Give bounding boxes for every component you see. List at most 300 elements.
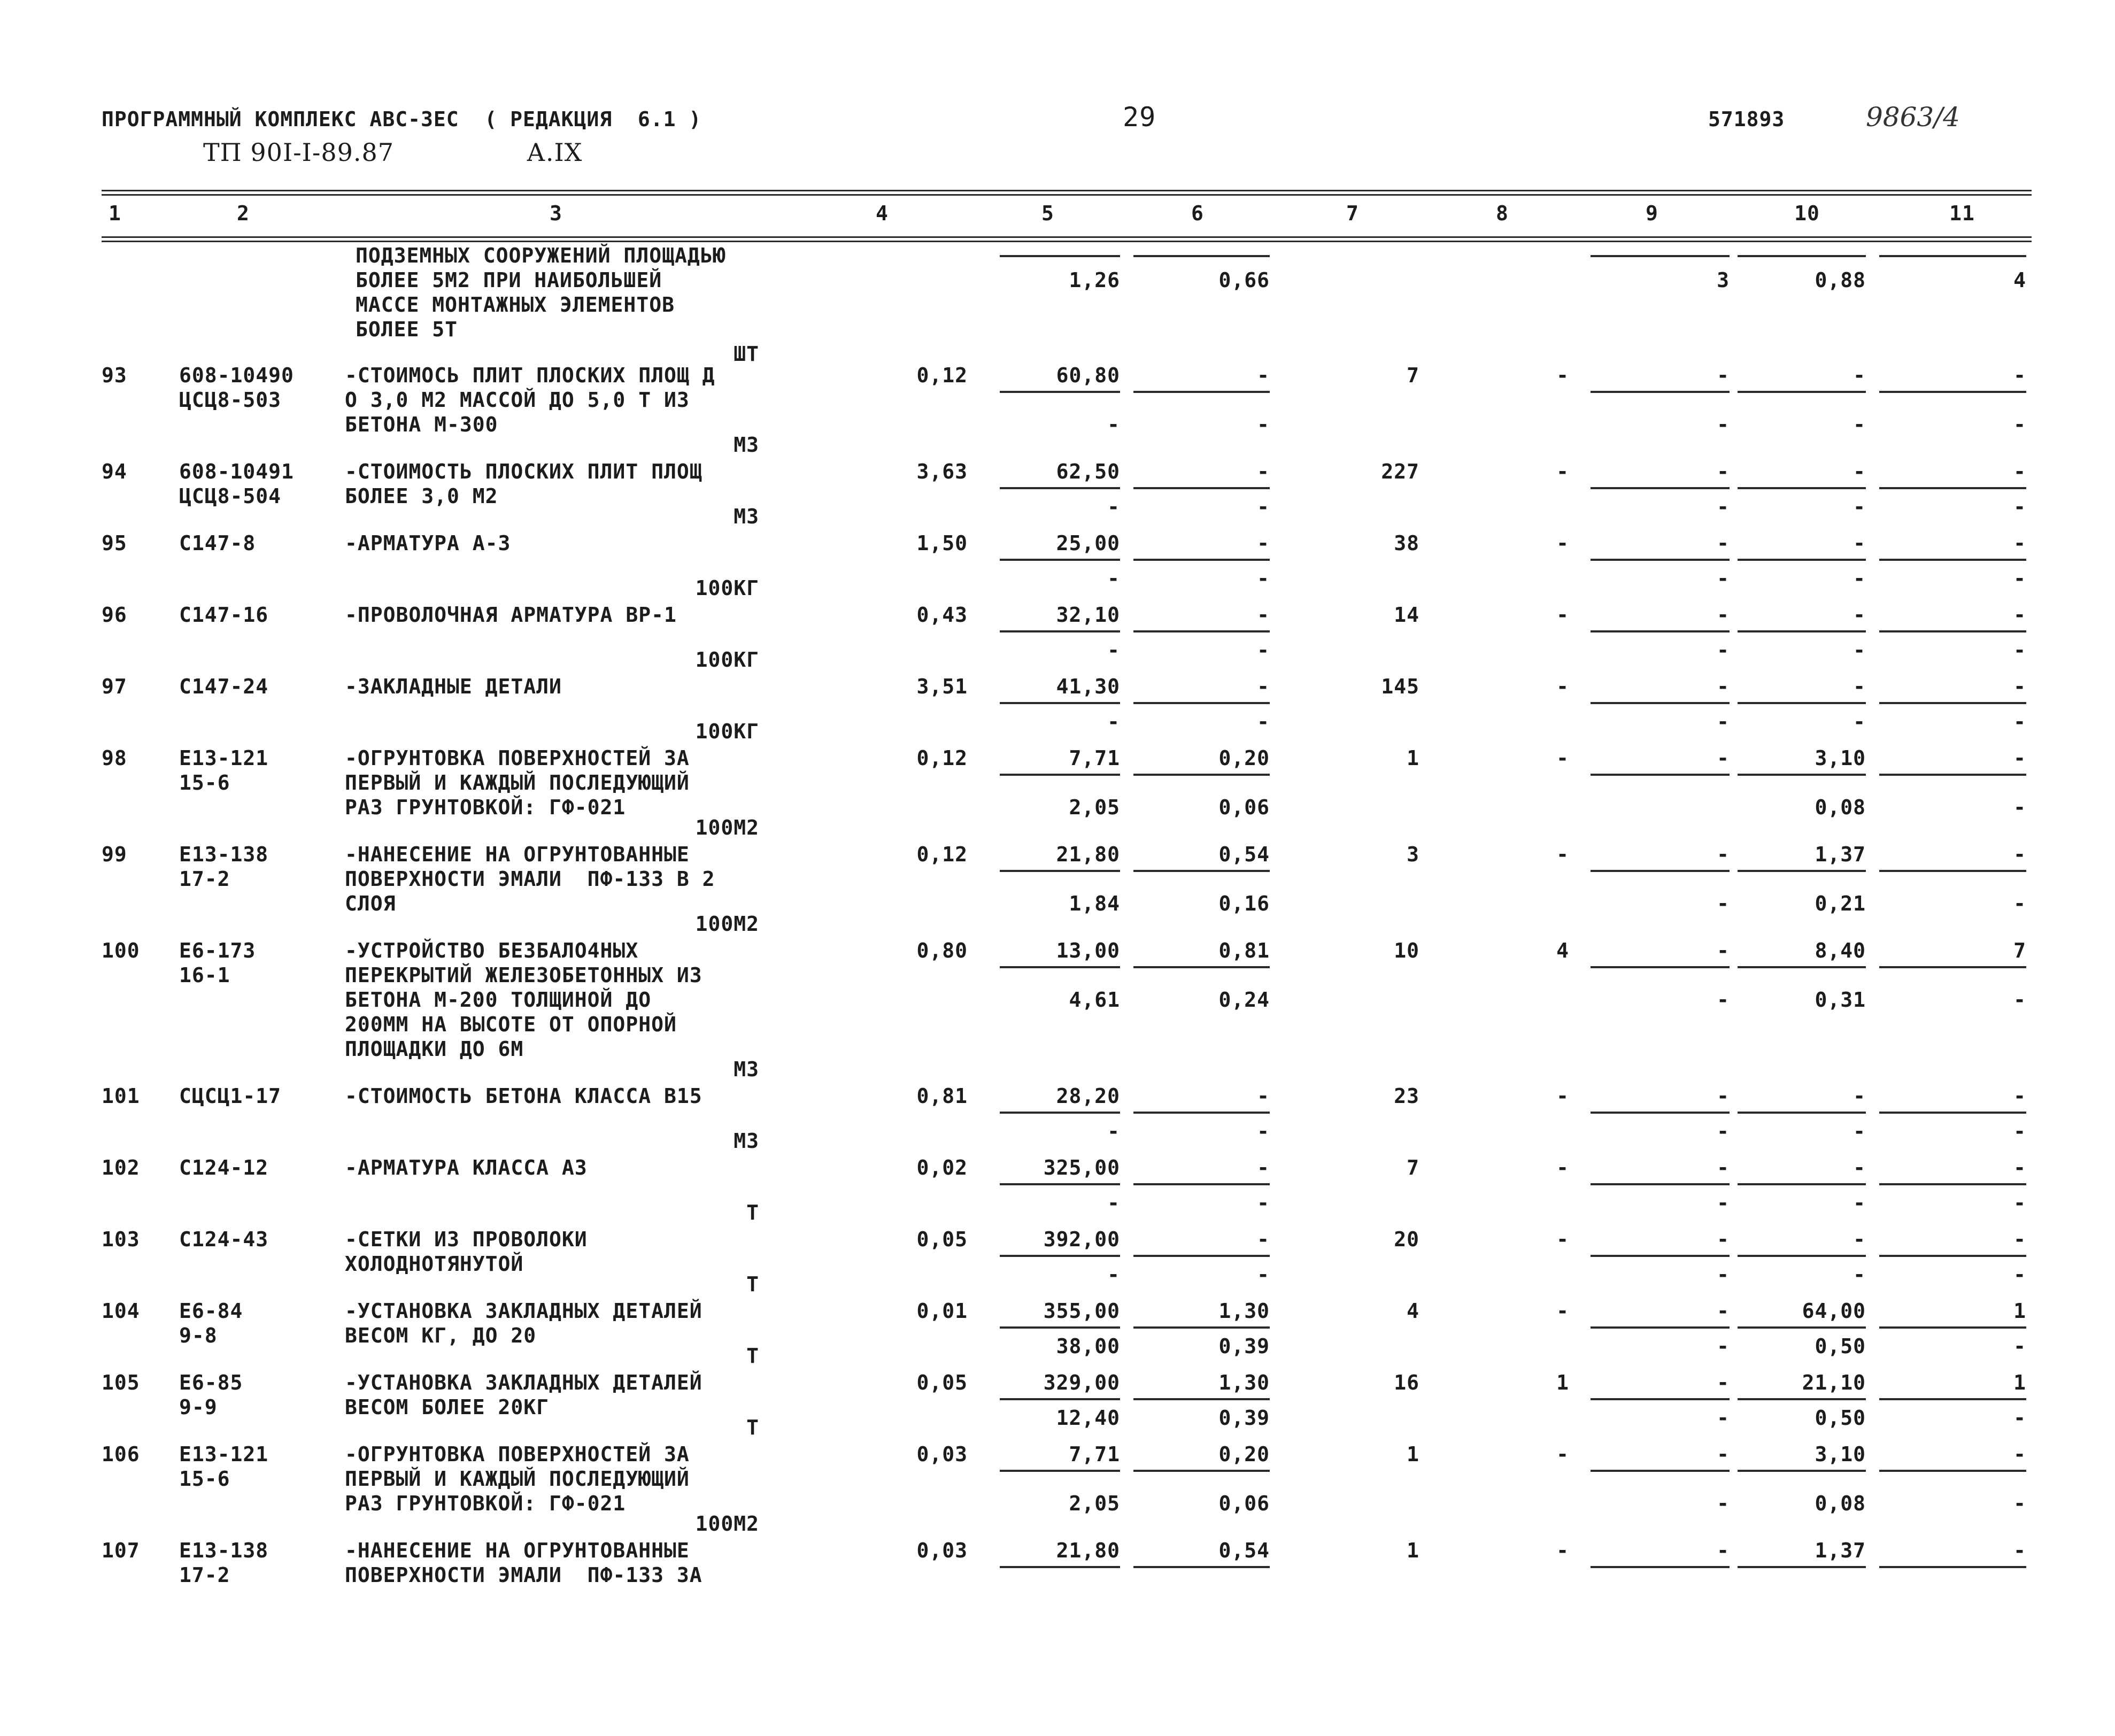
value-rule xyxy=(1000,559,1120,561)
row-col4: 0,80 xyxy=(916,939,968,962)
row-col7: 23 xyxy=(1394,1084,1419,1108)
row-code: Е6-173 xyxy=(179,939,256,962)
row-col5: 392,00 xyxy=(1043,1228,1120,1251)
row-number: 104 xyxy=(102,1299,140,1323)
value-rule xyxy=(1738,1398,1866,1400)
value-rule xyxy=(1000,1255,1120,1257)
unit-label: М3 xyxy=(734,1129,759,1153)
row-col9: - xyxy=(1717,460,1730,483)
row-number: 95 xyxy=(102,531,127,555)
value-rule xyxy=(1133,1326,1270,1329)
page-number: 29 xyxy=(1123,102,1156,133)
row-col6-secondary: 0,39 xyxy=(1218,1406,1270,1430)
row-code: Е13-138 xyxy=(179,843,269,866)
header-rule-bottom xyxy=(102,236,2032,238)
column-number: 11 xyxy=(1949,202,1975,225)
row-col7: 1 xyxy=(1407,746,1419,770)
row-col7: 14 xyxy=(1394,603,1419,627)
row-col10-secondary: - xyxy=(1853,638,1866,662)
row-code: Е6-85 xyxy=(179,1371,243,1394)
row-description-line: -НАНЕСЕНИЕ НА ОГРУНТОВАННЫЕ xyxy=(345,843,690,866)
row-col11-secondary: - xyxy=(2013,1120,2026,1143)
carryover-col6: 0,66 xyxy=(1218,268,1270,292)
row-col10-secondary: - xyxy=(1853,1263,1866,1286)
row-col5-secondary: - xyxy=(1107,567,1120,590)
unit-label: 100М2 xyxy=(695,912,759,936)
album-label: А.IX xyxy=(527,138,583,167)
value-rule xyxy=(1591,487,1730,489)
value-rule xyxy=(1000,487,1120,489)
row-description-line: -СЕТКИ ИЗ ПРОВОЛОКИ xyxy=(345,1228,588,1251)
value-rule xyxy=(1133,630,1270,632)
row-col7: 20 xyxy=(1394,1228,1419,1251)
row-col10-secondary: - xyxy=(1853,413,1866,436)
value-rule xyxy=(1000,1566,1120,1568)
row-col6-secondary: - xyxy=(1257,1120,1270,1143)
value-rule xyxy=(1738,391,1866,393)
row-col9-secondary: - xyxy=(1717,1406,1730,1430)
row-col9-secondary: - xyxy=(1717,1263,1730,1286)
row-col6: - xyxy=(1257,675,1270,698)
row-code: СЦСЦ1-17 xyxy=(179,1084,282,1108)
row-code-secondary: 15-6 xyxy=(179,771,230,794)
unit-label: М3 xyxy=(734,1058,759,1081)
row-code-secondary: ЦСЦ8-503 xyxy=(179,388,282,412)
value-rule xyxy=(1879,1566,2026,1568)
value-rule xyxy=(1879,1470,2026,1472)
row-description-line: -ЗАКЛАДНЫЕ ДЕТАЛИ xyxy=(345,675,562,698)
row-code: С147-16 xyxy=(179,603,269,627)
value-rule xyxy=(1738,1470,1866,1472)
value-rule xyxy=(1000,255,1120,257)
unit-label: Т xyxy=(746,1272,759,1296)
row-col7: 1 xyxy=(1407,1539,1419,1562)
row-col9-secondary: - xyxy=(1717,495,1730,519)
row-col11-secondary: - xyxy=(2013,796,2026,819)
row-code: Е13-121 xyxy=(179,1442,269,1466)
row-description-line: -ПРОВОЛОЧНАЯ АРМАТУРА ВР-1 xyxy=(345,603,677,627)
carryover-col10: 0,88 xyxy=(1815,268,1866,292)
unit-label: Т xyxy=(746,1201,759,1224)
unit-label: 100М2 xyxy=(695,1512,759,1536)
row-col5: 7,71 xyxy=(1069,746,1120,770)
value-rule xyxy=(1000,1112,1120,1114)
row-col11: - xyxy=(2013,675,2026,698)
program-title: ПРОГРАММНЫЙ КОМПЛЕКС АВС-3ЕС ( РЕДАКЦИЯ 6.1 ) xyxy=(102,107,702,131)
row-col5: 7,71 xyxy=(1069,1442,1120,1466)
row-col5-secondary: - xyxy=(1107,1191,1120,1215)
row-col7: 16 xyxy=(1394,1371,1419,1394)
row-col8: - xyxy=(1556,1228,1569,1251)
row-code: С147-24 xyxy=(179,675,269,698)
row-description-line: -СТОИМОСТЬ ПЛОСКИХ ПЛИТ ПЛОЩ xyxy=(345,460,703,483)
value-rule xyxy=(1738,1566,1866,1568)
row-col10: 8,40 xyxy=(1815,939,1866,962)
row-col8: - xyxy=(1556,843,1569,866)
row-col11-secondary: - xyxy=(2013,1334,2026,1358)
row-col10: - xyxy=(1853,675,1866,698)
row-col4: 0,43 xyxy=(916,603,968,627)
row-col5: 329,00 xyxy=(1043,1371,1120,1394)
value-rule xyxy=(1879,391,2026,393)
row-description-line: 200ММ НА ВЫСОТЕ ОТ ОПОРНОЙ xyxy=(345,1013,677,1036)
value-rule xyxy=(1738,487,1866,489)
row-col5-secondary: - xyxy=(1107,413,1120,436)
row-col8: - xyxy=(1556,603,1569,627)
value-rule xyxy=(1879,1326,2026,1329)
value-rule xyxy=(1000,774,1120,776)
row-code: 608-10490 xyxy=(179,364,294,387)
column-number: 3 xyxy=(550,202,562,225)
row-col11-secondary: - xyxy=(2013,495,2026,519)
row-description-line: ПЕРВЫЙ И КАЖДЫЙ ПОСЛЕДУЮЩИЙ xyxy=(345,771,690,794)
value-rule xyxy=(1133,966,1270,968)
row-col6: - xyxy=(1257,603,1270,627)
row-col5-secondary: - xyxy=(1107,1120,1120,1143)
row-col9: - xyxy=(1717,939,1730,962)
value-rule xyxy=(1879,870,2026,872)
value-rule xyxy=(1879,1112,2026,1114)
row-col6-secondary: - xyxy=(1257,495,1270,519)
row-description-line: ПЕРВЫЙ И КАЖДЫЙ ПОСЛЕДУЮЩИЙ xyxy=(345,1467,690,1491)
row-code: 608-10491 xyxy=(179,460,294,483)
row-description-line: БЕТОНА М-300 xyxy=(345,413,498,436)
row-description-line: -ОГРУНТОВКА ПОВЕРХНОСТЕЙ ЗА xyxy=(345,746,690,770)
value-rule xyxy=(1000,391,1120,393)
row-col6-secondary: 0,24 xyxy=(1218,988,1270,1012)
row-col10: 1,37 xyxy=(1815,843,1866,866)
row-col4: 0,12 xyxy=(916,364,968,387)
row-col5-secondary: 2,05 xyxy=(1069,796,1120,819)
row-col6-secondary: - xyxy=(1257,710,1270,734)
row-number: 103 xyxy=(102,1228,140,1251)
row-number: 94 xyxy=(102,460,127,483)
row-col11-secondary: - xyxy=(2013,892,2026,915)
value-rule xyxy=(1591,1183,1730,1185)
row-number: 106 xyxy=(102,1442,140,1466)
row-col5-secondary: 38,00 xyxy=(1056,1334,1120,1358)
row-col5: 325,00 xyxy=(1043,1156,1120,1179)
row-col4: 0,02 xyxy=(916,1156,968,1179)
value-rule xyxy=(1738,870,1866,872)
value-rule xyxy=(1591,630,1730,632)
column-number: 10 xyxy=(1794,202,1820,225)
row-col9: - xyxy=(1717,843,1730,866)
row-code-secondary: 9-8 xyxy=(179,1324,218,1347)
value-rule xyxy=(1133,255,1270,257)
unit-label: ШТ xyxy=(734,342,759,366)
unit-label: Т xyxy=(746,1416,759,1439)
row-col11: 7 xyxy=(2013,939,2026,962)
row-col6: - xyxy=(1257,1228,1270,1251)
row-code: С124-43 xyxy=(179,1228,269,1251)
row-col10: - xyxy=(1853,1084,1866,1108)
row-col6-secondary: 0,16 xyxy=(1218,892,1270,915)
row-description-line: ПЕРЕКРЫТИЙ ЖЕЛЕЗОБЕТОННЫХ ИЗ xyxy=(345,963,703,987)
document-code: 571893 xyxy=(1708,107,1785,131)
unit-label: 100М2 xyxy=(695,816,759,839)
row-col8: - xyxy=(1556,364,1569,387)
column-number: 8 xyxy=(1496,202,1509,225)
row-description-line: О 3,0 М2 МАССОЙ ДО 5,0 Т ИЗ xyxy=(345,388,690,412)
row-col7: 7 xyxy=(1407,364,1419,387)
row-col6-secondary: - xyxy=(1257,413,1270,436)
value-rule xyxy=(1591,255,1730,257)
row-col7: 7 xyxy=(1407,1156,1419,1179)
row-col5: 21,80 xyxy=(1056,1539,1120,1562)
row-col6-secondary: 0,06 xyxy=(1218,1492,1270,1515)
row-description-line: -УСТАНОВКА ЗАКЛАДНЫХ ДЕТАЛЕЙ xyxy=(345,1299,703,1323)
value-rule xyxy=(1879,1255,2026,1257)
row-number: 97 xyxy=(102,675,127,698)
value-rule xyxy=(1133,1112,1270,1114)
value-rule xyxy=(1133,487,1270,489)
row-col11-secondary: - xyxy=(2013,1492,2026,1515)
row-description-line: ПЛОЩАДКИ ДО 6М xyxy=(345,1037,524,1061)
row-col11: - xyxy=(2013,1442,2026,1466)
row-code-secondary: 16-1 xyxy=(179,963,230,987)
row-number: 93 xyxy=(102,364,127,387)
row-col8: - xyxy=(1556,1299,1569,1323)
row-col11: - xyxy=(2013,1084,2026,1108)
value-rule xyxy=(1879,559,2026,561)
value-rule xyxy=(1591,870,1730,872)
carryover-col9: 3 xyxy=(1717,268,1730,292)
row-col11: - xyxy=(2013,364,2026,387)
value-rule xyxy=(1591,1398,1730,1400)
value-rule xyxy=(1133,391,1270,393)
row-description-line: ПОВЕРХНОСТИ ЭМАЛИ ПФ-133 В 2 xyxy=(345,867,715,891)
value-rule xyxy=(1738,1183,1866,1185)
value-rule xyxy=(1738,702,1866,704)
row-col11: - xyxy=(2013,1539,2026,1562)
row-description-line: -СТОИМОСЬ ПЛИТ ПЛОСКИХ ПЛОЩ Д xyxy=(345,364,715,387)
row-col9: - xyxy=(1717,746,1730,770)
row-col8: 1 xyxy=(1556,1371,1569,1394)
row-description-line: ВЕСОМ БОЛЕЕ 20КГ xyxy=(345,1395,550,1419)
row-col10: 3,10 xyxy=(1815,746,1866,770)
row-col8: - xyxy=(1556,531,1569,555)
row-col8: - xyxy=(1556,460,1569,483)
row-col6: 0,81 xyxy=(1218,939,1270,962)
row-col9-secondary: - xyxy=(1717,1191,1730,1215)
row-col10: 64,00 xyxy=(1802,1299,1866,1323)
row-col5-secondary: 12,40 xyxy=(1056,1406,1120,1430)
row-col6-secondary: - xyxy=(1257,638,1270,662)
value-rule xyxy=(1591,1326,1730,1329)
value-rule xyxy=(1879,1183,2026,1185)
row-col9: - xyxy=(1717,675,1730,698)
row-col6-secondary: 0,39 xyxy=(1218,1334,1270,1358)
value-rule xyxy=(1000,1398,1120,1400)
row-col6-secondary: 0,06 xyxy=(1218,796,1270,819)
row-col10: 1,37 xyxy=(1815,1539,1866,1562)
value-rule xyxy=(1133,1183,1270,1185)
row-col9-secondary: - xyxy=(1717,1334,1730,1358)
value-rule xyxy=(1591,559,1730,561)
row-col4: 3,63 xyxy=(916,460,968,483)
row-description-line: БОЛЕЕ 3,0 М2 xyxy=(345,484,498,508)
value-rule xyxy=(1879,630,2026,632)
value-rule xyxy=(1000,1326,1120,1329)
unit-label: М3 xyxy=(734,433,759,457)
row-description-line: ВЕСОМ КГ, ДО 20 xyxy=(345,1324,537,1347)
row-col10-secondary: 0,31 xyxy=(1815,988,1866,1012)
row-col10: - xyxy=(1853,1156,1866,1179)
row-col8: - xyxy=(1556,1156,1569,1179)
row-col9: - xyxy=(1717,1371,1730,1394)
row-col9: - xyxy=(1717,1299,1730,1323)
value-rule xyxy=(1738,966,1866,968)
row-col10-secondary: - xyxy=(1853,495,1866,519)
value-rule xyxy=(1879,1398,2026,1400)
row-col5: 41,30 xyxy=(1056,675,1120,698)
row-description-line: -СТОИМОСТЬ БЕТОНА КЛАССА В15 xyxy=(345,1084,703,1108)
row-col9: - xyxy=(1717,603,1730,627)
row-code-secondary: 17-2 xyxy=(179,867,230,891)
row-col11: 1 xyxy=(2013,1371,2026,1394)
row-col6: - xyxy=(1257,531,1270,555)
value-rule xyxy=(1133,1398,1270,1400)
row-col10: 21,10 xyxy=(1802,1371,1866,1394)
row-code: С147-8 xyxy=(179,531,256,555)
row-col6: - xyxy=(1257,1156,1270,1179)
row-col8: - xyxy=(1556,675,1569,698)
row-col11-secondary: - xyxy=(2013,413,2026,436)
row-col9-secondary: - xyxy=(1717,1120,1730,1143)
row-col5: 21,80 xyxy=(1056,843,1120,866)
value-rule xyxy=(1591,966,1730,968)
row-number: 107 xyxy=(102,1539,140,1562)
row-col9: - xyxy=(1717,531,1730,555)
row-code: Е13-138 xyxy=(179,1539,269,1562)
row-col9-secondary: - xyxy=(1717,413,1730,436)
row-col11: - xyxy=(2013,746,2026,770)
row-col10-secondary: - xyxy=(1853,1120,1866,1143)
row-col10-secondary: 0,21 xyxy=(1815,892,1866,915)
row-col4: 0,05 xyxy=(916,1371,968,1394)
row-col4: 0,05 xyxy=(916,1228,968,1251)
value-rule xyxy=(1591,391,1730,393)
row-number: 99 xyxy=(102,843,127,866)
unit-label: 100КГ xyxy=(695,720,759,743)
row-col5-secondary: - xyxy=(1107,710,1120,734)
value-rule xyxy=(1591,774,1730,776)
row-col10-secondary: - xyxy=(1853,567,1866,590)
row-number: 105 xyxy=(102,1371,140,1394)
column-number: 5 xyxy=(1041,202,1054,225)
row-col10-secondary: 0,50 xyxy=(1815,1406,1866,1430)
row-number: 96 xyxy=(102,603,127,627)
row-col9: - xyxy=(1717,1156,1730,1179)
row-col9: - xyxy=(1717,364,1730,387)
row-col11: - xyxy=(2013,843,2026,866)
value-rule xyxy=(1738,255,1866,257)
row-description-line: ПОВЕРХНОСТИ ЭМАЛИ ПФ-133 ЗА xyxy=(345,1563,703,1587)
row-col6-secondary: - xyxy=(1257,567,1270,590)
row-col10-secondary: - xyxy=(1853,1191,1866,1215)
value-rule xyxy=(1000,870,1120,872)
header-rule-top2 xyxy=(102,194,2032,196)
unit-label: Т xyxy=(746,1344,759,1368)
row-col11-secondary: - xyxy=(2013,710,2026,734)
row-col5-secondary: 4,61 xyxy=(1069,988,1120,1012)
row-col10: - xyxy=(1853,603,1866,627)
row-number: 102 xyxy=(102,1156,140,1179)
row-col7: 10 xyxy=(1394,939,1419,962)
row-col7: 227 xyxy=(1381,460,1419,483)
row-number: 100 xyxy=(102,939,140,962)
row-code: Е13-121 xyxy=(179,746,269,770)
row-col9-secondary: - xyxy=(1717,1492,1730,1515)
header-rule-top xyxy=(102,190,2032,191)
row-col9: - xyxy=(1717,1228,1730,1251)
row-col10: - xyxy=(1853,460,1866,483)
value-rule xyxy=(1000,1183,1120,1185)
row-col9: - xyxy=(1717,1442,1730,1466)
column-number: 9 xyxy=(1646,202,1658,225)
row-description-line: -АРМАТУРА А-3 xyxy=(345,531,511,555)
project-code: ТП 90I-I-89.87 xyxy=(203,138,395,167)
row-col5: 13,00 xyxy=(1056,939,1120,962)
value-rule xyxy=(1738,559,1866,561)
row-col6: 0,54 xyxy=(1218,843,1270,866)
row-description-line: -УСТРОЙСТВО БЕЗБАЛО4НЫХ xyxy=(345,939,639,962)
row-col9: - xyxy=(1717,1539,1730,1562)
value-rule xyxy=(1000,1470,1120,1472)
value-rule xyxy=(1738,630,1866,632)
row-col5-secondary: - xyxy=(1107,1263,1120,1286)
row-col10: 3,10 xyxy=(1815,1442,1866,1466)
row-col10: - xyxy=(1853,1228,1866,1251)
value-rule xyxy=(1133,870,1270,872)
value-rule xyxy=(1133,1566,1270,1568)
row-code: Е6-84 xyxy=(179,1299,243,1323)
row-col8: 4 xyxy=(1556,939,1569,962)
value-rule xyxy=(1133,1255,1270,1257)
row-description-line: ХОЛОДНОТЯНУТОЙ xyxy=(345,1252,524,1276)
row-col9-secondary: - xyxy=(1717,710,1730,734)
value-rule xyxy=(1738,1255,1866,1257)
value-rule xyxy=(1133,1470,1270,1472)
row-col11-secondary: - xyxy=(2013,1263,2026,1286)
unit-label: М3 xyxy=(734,505,759,528)
row-col4: 3,51 xyxy=(916,675,968,698)
row-col5-secondary: 1,84 xyxy=(1069,892,1120,915)
value-rule xyxy=(1000,630,1120,632)
row-col5: 28,20 xyxy=(1056,1084,1120,1108)
row-col5: 60,80 xyxy=(1056,364,1120,387)
value-rule xyxy=(1738,1112,1866,1114)
row-col4: 0,12 xyxy=(916,843,968,866)
value-rule xyxy=(1879,966,2026,968)
carryover-col5: 1,26 xyxy=(1069,268,1120,292)
row-code-secondary: ЦСЦ8-504 xyxy=(179,484,282,508)
row-col6: 0,20 xyxy=(1218,1442,1270,1466)
row-col9: - xyxy=(1717,1084,1730,1108)
row-col6: 1,30 xyxy=(1218,1299,1270,1323)
row-col4: 0,03 xyxy=(916,1539,968,1562)
row-col8: - xyxy=(1556,1084,1569,1108)
row-col9-secondary: - xyxy=(1717,988,1730,1012)
row-col5-secondary: - xyxy=(1107,638,1120,662)
header-rule-bottom2 xyxy=(102,241,2032,242)
row-col11: - xyxy=(2013,1156,2026,1179)
carryover-description-line: ПОДЗЕМНЫХ СООРУЖЕНИЙ ПЛОЩАДЬЮ xyxy=(356,244,726,267)
row-col5-secondary: - xyxy=(1107,495,1120,519)
row-description-line: БЕТОНА М-200 ТОЛЩИНОЙ ДО xyxy=(345,988,652,1012)
column-number: 4 xyxy=(876,202,889,225)
